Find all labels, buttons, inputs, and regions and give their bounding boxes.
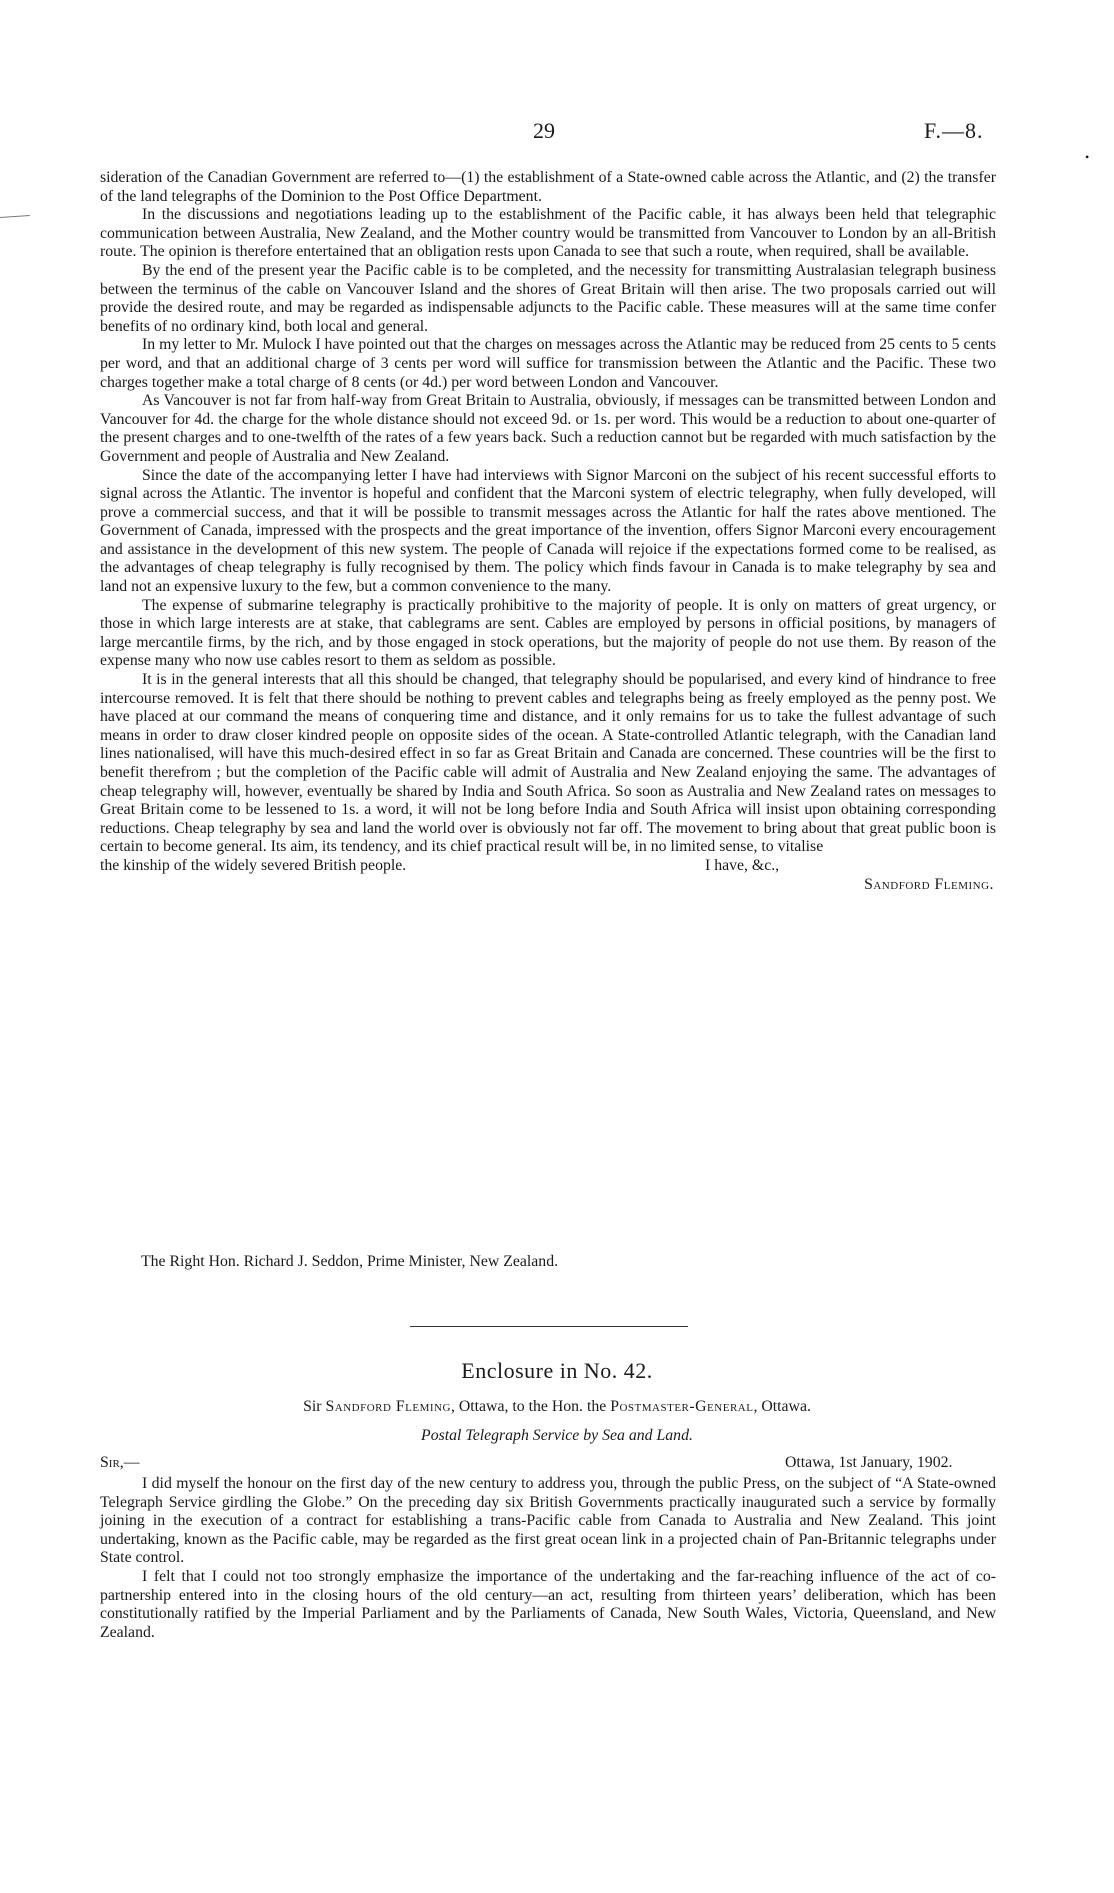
section-divider [410,1326,688,1327]
sender-line [0,1398,1114,1416]
margin-mark [0,215,30,222]
paragraph: In the discussions and negotiations leading up to the establishment of the Pacific cable, it has always been held that telegraphic communication between Australia, New Zealand, and the Mother country would be transmitted from Vancouver to London by an all-British route. The opinion is therefore entertained that an obligation rests upon Canada to see that such a route, when required, shall be available. [100,206,996,261]
sender-mid: , Ottawa, to the Hon. the [450,1398,607,1415]
paragraph: The expense of submarine telegraphy is practically prohibitive to the majority of people. It is only on matters of great urgency, or those in which large interests are at stake, that cablegrams are sent. Cables are employed by persons in official positions, by managers of large mercantile firms, by the rich, and by those engaged in stock operations, but the majority of people do not use them. By reason of the expense many who now use cables resort to them as seldom as possible. [100,596,996,670]
letter-body [100,169,996,895]
signoff [100,857,996,895]
paragraph: I felt that I could not too strongly emphasize the importance of the undertaking and the far-reaching influence of the act of co-partnership entered into in the closing hours of the old century—an act, resulting from thirteen years’ deliberation, which has been constitutionally ratified by the Imperial Parliament and by the Parliaments of Canada, New South Wales, Victoria, Queensland, and New Zealand. [100,1567,996,1641]
salutation: Sir,— [100,1454,140,1471]
recipient-title: Postmaster-General [610,1398,754,1415]
enclosure-body [100,1475,996,1642]
addressee: The Right Hon. Richard J. Seddon, Prime Minister, New Zealand. [141,1253,559,1270]
paragraph: In my letter to Mr. Mulock I have pointed out that the charges on messages across the Atlantic may be reduced from 25 cents to 5 cents per word, and that an additional charge of 3 cents per word will suffice for transmission between the Atlantic and the Pacific. These two charges together make a total charge of 8 cents (or 4d.) per word between London and Vancouver. [100,336,996,391]
page-reference: F.—8. [924,118,984,143]
sender-name: Sandford Fleming [325,1398,451,1415]
paragraph: As Vancouver is not far from half-way from Great Britain to Australia, obviously, if messages can be transmitted between London and Vancouver for 4d. the charge for the whole distance should not exceed 9d. or 1s. per word. This would be a reduction to about one-quarter of the present charges and to one-twelfth of the rates of a few years back. Such a reduction cannot but be regarded with much satisfaction by the Government and people of Australia and New Zealand. [100,392,996,465]
paragraph: Since the date of the accompanying letter I have had interviews with Signor Marconi on the subject of his recent successful efforts to signal across the Atlantic. The inventor is hopeful and confident that the Marconi system of electric telegraphy, when fully developed, will prove a commercial success, and that it will be possible to transmit messages across the Atlantic for half the rates above mentioned. The Government of Canada, impressed with the prospects and the great importance of the invention, offers Signor Marconi every encouragement and assistance in the development of this new system. The people of Canada will rejoice if the expectations formed come to be realised, as the advantages of cheap telegraphy is fully recognised by them. The policy which finds favour in Canada is to make telegraphy by sea and land not an expensive luxury to the few, but a common convenience to the many. [100,466,996,596]
closing-text-line: the kinship of the widely severed British people. [100,856,407,874]
paragraph: By the end of the present year the Pacific cable is to be completed, and the necessity for transmitting Australasian telegraph business between the terminus of the cable on Vancouver Island and the shores of Great Britain will then arise. The two proposals carried out will provide the desired route, and may be regarded as indispensable adjuncts to the Pacific cable. These measures will at the same time confer benefits of no ordinary kind, both local and general. [100,261,996,335]
paragraph: I did myself the honour on the first day of the new century to address you, through the public Press, on the subject of “A State-owned Telegraph Service girdling the Globe.” On the preceding day six British Governments practically inaugurated such a service by formally joining in the execution of a contract for establishing a trans-Pacific cable from Canada to Australia and New Zealand. This joint undertaking, known as the Pacific cable, may be regarded as the first great ocean link in a projected chain of Pan-Britannic telegraphs under State control. [100,1475,996,1567]
sender-prefix: Sir [303,1398,322,1415]
enclosure-heading: Enclosure in No. 42. [461,1358,653,1383]
paragraph: sideration of the Canadian Government are referred to—(1) the establishment of a State-owned cable across the Atlantic, and (2) the transfer of the land telegraphs of the Dominion to the Post Office Department. [100,169,996,205]
page-number: 29 [533,118,555,143]
paragraph: It is in the general interests that all this should be changed, that telegraphy should be popularised, and every kind of hindrance to free intercourse removed. It is felt that there should be nothing to prevent cables and telegraphs being as freely employed as the penny post. We have placed at our command the means of conquering time and distance, and it only remains for us to take the fullest advantage of such means in order to draw closer kindred people on opposite sides of the ocean. A State-controlled Atlantic telegraph, with the Canadian land lines nationalised, will have this much-desired effect in so far as Great Britain and Canada are concerned. These countries will be the first to benefit therefrom ; but the completion of the Pacific cable will admit of Australia and New Zealand enjoying the same. The advantages of cheap telegraphy will, however, eventually be shared by India and South Africa. So soon as Australia and New Zealand rates on messages to Great Britain come to be lessened to 1s. a word, it will not be long before India and South Africa will insist upon obtaining corresponding reductions. Cheap telegraphy by sea and land the world over is obviously not far off. The movement to bring about that great public boon is certain to become general. Its aim, its tendency, and its chief practical result will be, in no limited sense, to vitalise [100,671,996,856]
subject-line: Postal Telegraph Service by Sea and Land. [421,1427,693,1444]
closing-phrase: I have, &c., [705,856,780,874]
dateline: Ottawa, 1st January, 1902. [785,1454,953,1471]
recipient-place: , Ottawa. [753,1398,811,1415]
bullet-mark: • [1085,150,1090,164]
signature: Sandford Fleming. [864,875,994,893]
